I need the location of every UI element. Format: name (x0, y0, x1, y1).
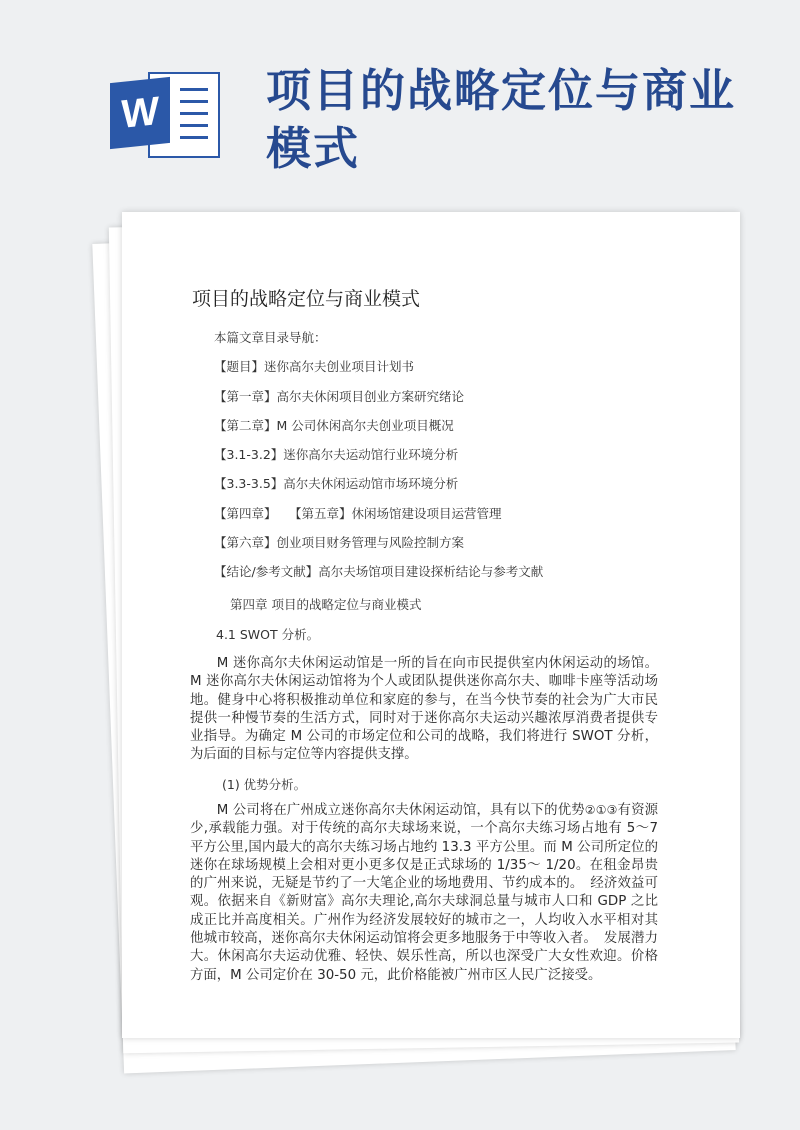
toc-item[interactable]: 【题目】迷你高尔夫创业项目计划书 (214, 359, 415, 375)
word-document-icon (110, 68, 220, 158)
toc-item[interactable]: 【3.1-3.2】迷你高尔夫运动馆行业环境分析 (214, 447, 459, 463)
word-badge: W (110, 77, 170, 149)
paragraph-text: 有资源少,承载能力强。对于传统的高尔夫球场来说，一个高尔夫练习场占地有 5～7 平方公里,国内最大的高尔夫练习场占地约 13.3 平方公里。而 M 公司所定位的迷你在球场规模上会相对更小更多仅是正式球场的 1/35～ 1/20。在租金昂贵的广州来说，无疑是节约了一大笔企业的场地费用、节约成本的。 经济效益可观。依据来自《新财富》高尔夫理论,高尔夫球洞总量与城市人口和 GDP 之比成正比并高度相关。广州作为经济发展较好的城市之一，人均收入水平相对其他城市较高，迷你高尔夫休闲运动馆将会更多地服务于中等收入者。 发展潜力大。休闲高尔夫运动优雅、轻快、娱乐性高，所以也深受广大女性欢迎。价格方面，M 公司定价在 30-50 元，此价格能被广州市区人民广泛接受。 (190, 803, 659, 983)
circled-numbers: ②①③ (584, 803, 618, 817)
chapter-heading: 第四章 项目的战略定位与商业模式 (230, 597, 422, 612)
toc-item[interactable]: 【第六章】创业项目财务管理与风险控制方案 (214, 535, 465, 551)
toc-item[interactable]: 【第二章】M 公司休闲高尔夫创业项目概况 (214, 417, 454, 433)
banner-title: 项目的战略定位与商业模式 (266, 64, 737, 175)
toc-item[interactable]: 【第一章】高尔夫休闲项目创业方案研究绪论 (214, 388, 465, 404)
subsection-heading: (1) 优势分析。 (222, 777, 307, 792)
paragraph: M 迷你高尔夫休闲运动馆是一所的旨在向市民提供室内休闲运动的场馆。M 迷你高尔夫休闲运动馆将为个人或团队提供迷你高尔夫、咖啡卡座等活动场地。健身中心将积极推动单位和家庭的参与，在当今快节奏的社会为广大市民提供一种慢节奏的生活方式，同时对于迷你高尔夫运动兴趣浓厚消费者提供专业指导。为确定 M 公司的市场定位和公司的战略，我们将进行 SWOT 分析，为后面的目标与定位等内容提供支撑。 (190, 656, 658, 763)
toc-heading: 本篇文章目录导航： (214, 330, 327, 345)
paragraph (190, 801, 658, 985)
table-of-contents (214, 328, 543, 592)
toc-item[interactable]: 【第四章】 【第五章】休闲场馆建设项目运营管理 (214, 505, 502, 521)
toc-item[interactable]: 【结论/参考文献】高尔夫场馆项目建设探析结论与参考文献 (214, 564, 544, 580)
section-heading: 4.1 SWOT 分析。 (216, 627, 320, 642)
paragraph-text: M 公司将在广州成立迷你高尔夫休闲运动馆，具有以下的优势 (216, 803, 585, 818)
document-page (122, 212, 740, 1038)
toc-item[interactable]: 【3.3-3.5】高尔夫休闲运动馆市场环境分析 (214, 476, 459, 492)
document-title: 项目的战略定位与商业模式 (192, 288, 421, 310)
